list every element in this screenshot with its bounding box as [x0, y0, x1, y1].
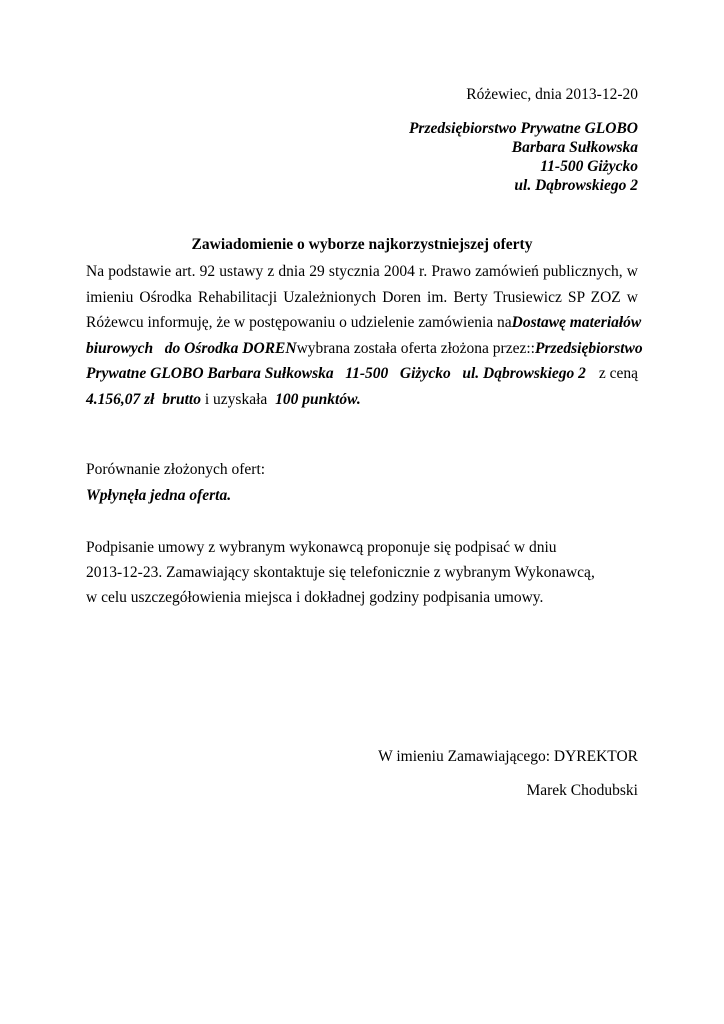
- notice-line-1: Na podstawie art. 92 ustawy z dnia 29 stycznia 2004 r. Prawo zamówień publicznych, w: [86, 263, 638, 280]
- notice-line-6: [86, 387, 638, 413]
- notice-line-6-bold2: 100 punktów.: [275, 390, 361, 408]
- notice-line-4-text: wybrana została oferta złożona przez::: [296, 339, 535, 357]
- notice-paragraph: [86, 259, 643, 412]
- notice-line-3: [86, 310, 642, 336]
- signing-line-2: 2013-12-23. Zamawiający skontaktuje się telefonicznie z wybranym Wykonawcą,: [86, 564, 595, 581]
- notice-line-5-text: z ceną: [598, 365, 638, 382]
- comparison-label: Porównanie złożonych ofert:: [86, 461, 266, 478]
- notice-title: [0, 236, 724, 254]
- signature-name: Marek Chodubski: [526, 782, 638, 799]
- notice-line-4-bold: biurowych do Ośrodka DOREN: [86, 339, 297, 357]
- recipient-postal-city: 11-500 Giżycko: [540, 158, 638, 175]
- recipient-street: ul. Dąbrowskiego 2: [514, 177, 638, 194]
- notice-line-6-text: i uzyskała: [204, 390, 268, 408]
- notice-line-5: [86, 361, 638, 387]
- notice-line-4: [86, 336, 643, 362]
- signing-line-3: w celu uszczegółowienia miejsca i dokładnej godziny podpisania umowy.: [86, 589, 544, 606]
- notice-line-2: imieniu Ośrodka Rehabilitacji Uzależnionych Doren im. Berty Trusiewicz SP ZOZ w: [86, 288, 638, 306]
- place-date: Różewiec, dnia 2013-12-20: [466, 86, 638, 103]
- recipient-person: Barbara Sułkowska: [511, 139, 638, 156]
- notice-line-4-bold2: Przedsiębiorstwo: [534, 339, 643, 357]
- signature-role: W imieniu Zamawiającego: DYREKTOR: [378, 748, 638, 765]
- notice-line-6-bold: 4.156,07 zł brutto: [86, 390, 201, 408]
- recipient-company: Przedsiębiorstwo Prywatne GLOBO: [408, 120, 638, 137]
- notice-line-3-text: Różewcu informuję, że w postępowaniu o udzielenie zamówienia na: [86, 314, 512, 331]
- signing-line-1: Podpisanie umowy z wybranym wykonawcą proponuje się podpisać w dniu: [86, 539, 557, 556]
- comparison-value: Wpłynęła jedna oferta.: [86, 487, 232, 504]
- notice-line-5-bold: Prywatne GLOBO Barbara Sułkowska 11-500 Giżycko ul. Dąbrowskiego 2: [86, 365, 586, 382]
- notice-title-text: Zawiadomienie o wyborze najkorzystniejszej oferty: [191, 236, 533, 253]
- notice-line-3-bold: Dostawę materiałów: [511, 314, 642, 331]
